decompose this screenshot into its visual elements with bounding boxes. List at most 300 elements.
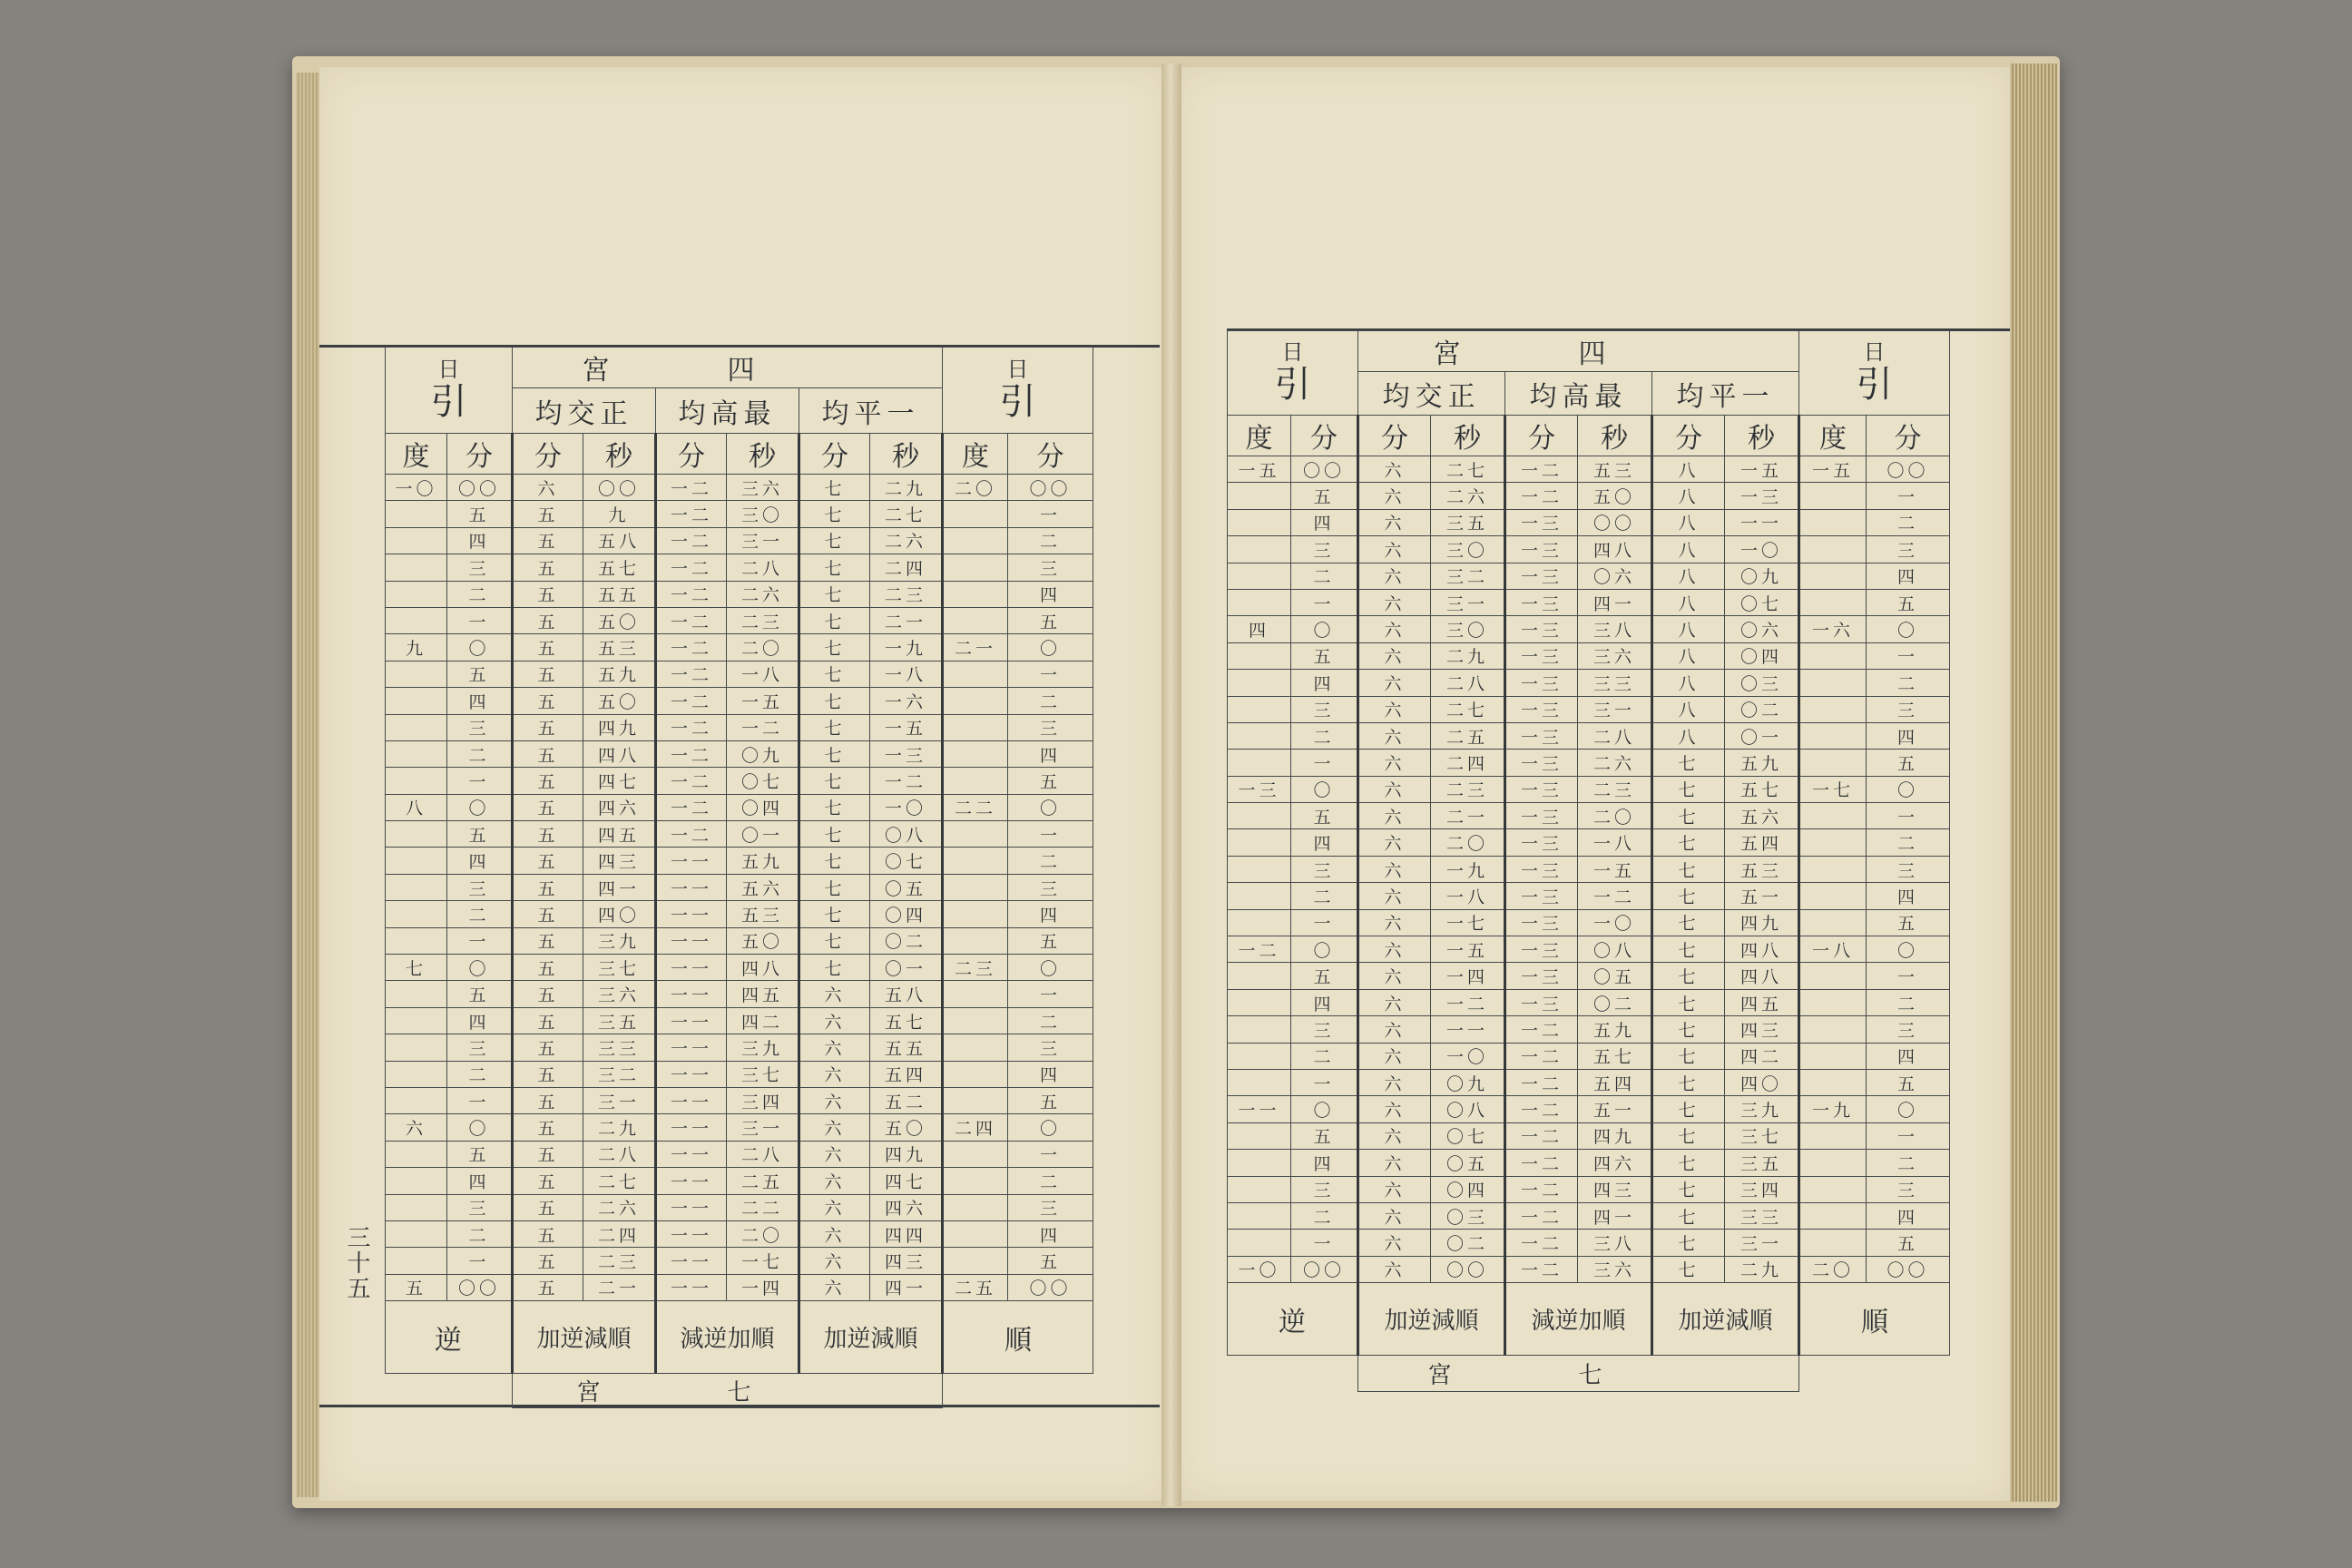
left-table-row — [386, 475, 1093, 501]
left-table-cell: 七 — [799, 475, 870, 501]
left-footer-group: 加逆減順 — [799, 1301, 943, 1374]
right-table-cell: 三七 — [1725, 1122, 1799, 1149]
right-table-cell: 一六 — [1799, 616, 1867, 642]
right-table-cell: 三二 — [1431, 563, 1505, 589]
right-table-cell: 五四 — [1725, 829, 1799, 856]
left-subheader: 分 — [799, 434, 870, 475]
left-table-cell: 四八 — [727, 955, 799, 981]
left-table-cell: 四三 — [870, 1248, 943, 1274]
left-table-cell — [386, 1220, 447, 1247]
left-table-cell: 七 — [799, 848, 870, 874]
left-table-cell: 五 — [513, 581, 583, 607]
left-table-cell: 五 — [513, 1248, 583, 1274]
right-table-cell: 七 — [1652, 1096, 1725, 1122]
right-table-cell — [1799, 483, 1867, 509]
right-table-cell: 一五 — [1431, 936, 1505, 963]
right-table-cell — [1799, 750, 1867, 776]
right-table-cell: 一七 — [1799, 776, 1867, 802]
right-table-cell: 二 — [1291, 1202, 1358, 1229]
right-table-cell: 一一 — [1431, 1016, 1505, 1043]
left-table-cell: 六 — [799, 1274, 870, 1300]
right-table-cell: 八 — [1652, 696, 1725, 722]
right-table-cell: 六 — [1358, 1016, 1431, 1043]
right-footer-palace — [1358, 1356, 1799, 1392]
left-table-body — [386, 475, 1093, 1301]
right-table-row — [1228, 696, 1950, 722]
left-table-cell — [943, 1248, 1008, 1274]
left-table-cell: 一二 — [656, 475, 727, 501]
left-table-cell: 〇二 — [870, 927, 943, 954]
left-table-cell: 七 — [799, 607, 870, 633]
right-subheader: 秒 — [1725, 416, 1799, 456]
left-table-cell: 四 — [447, 527, 513, 554]
left-table-cell: 五〇 — [583, 688, 656, 714]
left-palace-header — [513, 348, 943, 388]
left-table-row — [386, 634, 1093, 661]
left-table-cell — [943, 688, 1008, 714]
right-table-cell: 一 — [1867, 483, 1950, 509]
left-table-cell: 一六 — [870, 688, 943, 714]
right-table-cell: 四 — [1291, 509, 1358, 535]
left-table-cell: 五 — [513, 768, 583, 794]
right-table-cell: 四 — [1867, 1043, 1950, 1069]
left-table-cell: 一二 — [727, 714, 799, 740]
left-table-cell: 二三 — [583, 1248, 656, 1274]
left-table-cell: 五八 — [870, 981, 943, 1007]
right-table-row — [1228, 829, 1950, 856]
right-header-corner-left — [1228, 331, 1358, 416]
right-footer-palace-label: 宮 — [1427, 1362, 1579, 1390]
right-table-cell: 〇〇 — [1291, 1256, 1358, 1282]
left-table-row — [386, 768, 1093, 794]
left-table-cell: 五九 — [727, 848, 799, 874]
right-table-cell: 四 — [1228, 616, 1291, 642]
left-table-cell: 二九 — [870, 475, 943, 501]
right-table-row — [1228, 536, 1950, 563]
left-table-cell: 二八 — [727, 1141, 799, 1167]
right-table-cell: 〇 — [1867, 616, 1950, 642]
left-table-cell: 三 — [1008, 874, 1093, 900]
right-table-cell: 〇六 — [1725, 616, 1799, 642]
left-table-cell — [386, 527, 447, 554]
right-table-cell: 六 — [1358, 616, 1431, 642]
left-header-right-bottom: 引 — [999, 381, 1036, 423]
left-table-cell: 二 — [447, 901, 513, 927]
left-table-cell: 四七 — [870, 1168, 943, 1194]
left-table-cell: 一二 — [656, 821, 727, 848]
left-table-cell: 一一 — [656, 1141, 727, 1167]
left-table-row — [386, 554, 1093, 581]
right-footer-spacer — [1799, 1356, 1950, 1392]
left-table-cell: 〇 — [1008, 634, 1093, 661]
right-table-cell: 八 — [1652, 509, 1725, 535]
right-table-cell: 一二 — [1505, 1043, 1578, 1069]
left-footer-group: 減逆加順 — [656, 1301, 799, 1374]
right-palace-label: 宮 — [1433, 338, 1579, 370]
left-table-cell: 五 — [1008, 1087, 1093, 1113]
left-subheader: 分 — [656, 434, 727, 475]
left-table-cell: 四六 — [870, 1194, 943, 1220]
left-table-cell: 〇五 — [870, 874, 943, 900]
right-table-cell: 五四 — [1578, 1069, 1652, 1095]
left-table-cell: 〇〇 — [1008, 1274, 1093, 1300]
left-table-cell: 四 — [1008, 740, 1093, 767]
left-table-cell: 五 — [513, 955, 583, 981]
left-table-cell: 〇〇 — [447, 475, 513, 501]
left-table-cell: 三九 — [727, 1034, 799, 1061]
right-page-edges — [2010, 64, 2057, 1502]
left-table-cell — [386, 607, 447, 633]
right-table-cell: 〇八 — [1431, 1096, 1505, 1122]
right-table-cell: 六 — [1358, 1176, 1431, 1202]
left-table-cell: 二五 — [727, 1168, 799, 1194]
left-table-cell: 一二 — [656, 661, 727, 687]
left-table-cell: 七 — [799, 794, 870, 820]
right-table-cell: 五 — [1291, 642, 1358, 669]
left-table-cell: 一一 — [656, 1274, 727, 1300]
right-table-row — [1228, 670, 1950, 696]
right-table-cell: 一三 — [1505, 989, 1578, 1015]
right-table-cell — [1228, 563, 1291, 589]
left-table-cell: 六 — [799, 1141, 870, 1167]
left-table-row — [386, 1220, 1093, 1247]
right-table-cell: 四三 — [1578, 1176, 1652, 1202]
left-table-cell: 五 — [513, 501, 583, 527]
right-table-cell: 一〇 — [1431, 1043, 1505, 1069]
left-table-row — [386, 1194, 1093, 1220]
right-table-cell: 五九 — [1725, 750, 1799, 776]
right-table-cell: 〇九 — [1725, 563, 1799, 589]
right-table-cell: 二六 — [1431, 483, 1505, 509]
right-table-cell — [1799, 856, 1867, 882]
right-table-cell: 〇五 — [1431, 1150, 1505, 1176]
left-table-row — [386, 874, 1093, 900]
right-table-cell: 七 — [1652, 1176, 1725, 1202]
left-table-cell — [943, 1034, 1008, 1061]
right-table-cell: 二四 — [1431, 750, 1505, 776]
left-table-cell: 一一 — [656, 874, 727, 900]
right-table-cell: 五三 — [1725, 856, 1799, 882]
left-table-cell: 四五 — [727, 981, 799, 1007]
left-table-cell: 三四 — [727, 1087, 799, 1113]
right-table-cell: 三六 — [1578, 642, 1652, 669]
left-table-cell: 五 — [513, 1194, 583, 1220]
right-table-row — [1228, 1230, 1950, 1256]
right-table-cell: 三 — [1867, 1016, 1950, 1043]
right-table-cell — [1799, 1122, 1867, 1149]
right-palace-number: 四 — [1578, 338, 1724, 370]
right-footer-group: 加逆減順 — [1358, 1283, 1505, 1356]
left-table-cell: 三〇 — [727, 501, 799, 527]
left-table-cell: 二三 — [943, 955, 1008, 981]
right-table-cell: 〇七 — [1725, 589, 1799, 615]
left-table-cell: 五八 — [583, 527, 656, 554]
right-table-cell — [1228, 670, 1291, 696]
left-table-row — [386, 794, 1093, 820]
right-table-cell: 〇二 — [1725, 696, 1799, 722]
right-table-cell: 六 — [1358, 642, 1431, 669]
left-table-cell: 一二 — [656, 554, 727, 581]
left-table-cell: 一 — [1008, 1141, 1093, 1167]
left-table-cell — [943, 1220, 1008, 1247]
right-table-cell: 八 — [1652, 483, 1725, 509]
right-table-row — [1228, 483, 1950, 509]
right-table-row — [1228, 1176, 1950, 1202]
left-table-cell: 一一 — [656, 1220, 727, 1247]
right-subheader: 秒 — [1578, 416, 1652, 456]
left-table-cell: 六 — [799, 1220, 870, 1247]
left-table-cell: 一七 — [727, 1248, 799, 1274]
right-table-cell: 三八 — [1578, 1230, 1652, 1256]
right-table-cell: 一二 — [1505, 1069, 1578, 1095]
left-table-cell — [386, 848, 447, 874]
left-table-cell: 七 — [799, 501, 870, 527]
left-table-cell: 五五 — [583, 581, 656, 607]
left-table-row — [386, 821, 1093, 848]
right-table-cell: 一三 — [1228, 776, 1291, 802]
right-table-cell: 一三 — [1725, 483, 1799, 509]
left-table-cell: 二七 — [583, 1168, 656, 1194]
right-table-cell: 五一 — [1725, 883, 1799, 909]
right-group-header: 均交正 — [1358, 372, 1505, 416]
right-table-cell: 一五 — [1799, 456, 1867, 483]
left-table-cell: 五 — [513, 714, 583, 740]
left-footer-left: 逆 — [386, 1301, 513, 1374]
left-table-cell: 一一 — [656, 848, 727, 874]
right-table-cell: 五 — [1291, 963, 1358, 989]
right-header-right-bottom: 引 — [1856, 364, 1893, 406]
left-table-cell — [386, 1087, 447, 1113]
left-table-row — [386, 661, 1093, 687]
right-table-cell: 四八 — [1725, 963, 1799, 989]
right-table-cell — [1799, 1176, 1867, 1202]
left-table-cell: 五 — [447, 981, 513, 1007]
right-table-cell — [1799, 696, 1867, 722]
right-table-cell: 八 — [1652, 642, 1725, 669]
right-table-cell: 六 — [1358, 563, 1431, 589]
left-table-cell: 〇八 — [870, 821, 943, 848]
right-table-row — [1228, 1043, 1950, 1069]
left-table-row — [386, 1248, 1093, 1274]
left-table-cell: 二 — [1008, 848, 1093, 874]
left-table-cell: 四 — [1008, 581, 1093, 607]
left-table-cell: 七 — [799, 740, 870, 767]
left-table-cell — [943, 927, 1008, 954]
left-group-header: 均交正 — [513, 388, 656, 434]
left-table-cell: 四二 — [727, 1007, 799, 1034]
left-table-cell: 五 — [1008, 1248, 1093, 1274]
right-table-cell: 二 — [1867, 509, 1950, 535]
right-table-cell: 〇五 — [1578, 963, 1652, 989]
right-table-cell: 七 — [1652, 776, 1725, 802]
right-table-cell: 〇〇 — [1431, 1256, 1505, 1282]
right-table-cell — [1799, 563, 1867, 589]
left-table-cell: 〇七 — [727, 768, 799, 794]
right-table-cell: 四 — [1867, 722, 1950, 749]
left-table-cell: 四九 — [583, 714, 656, 740]
left-table-cell — [386, 927, 447, 954]
left-table-cell: 三 — [447, 714, 513, 740]
left-table-cell: 三 — [1008, 554, 1093, 581]
left-table-cell: 二四 — [583, 1220, 656, 1247]
right-table-cell: 四九 — [1725, 909, 1799, 936]
right-table-cell: 三 — [1867, 1176, 1950, 1202]
left-table-cell: 五 — [513, 874, 583, 900]
left-table-cell: 三 — [447, 1194, 513, 1220]
right-table-cell: 〇〇 — [1867, 1256, 1950, 1282]
left-table-row — [386, 848, 1093, 874]
left-table-cell: 五 — [447, 1141, 513, 1167]
left-table-row — [386, 527, 1093, 554]
right-table-cell: 八 — [1652, 563, 1725, 589]
right-subheader: 分 — [1505, 416, 1578, 456]
right-table-cell: 七 — [1652, 936, 1725, 963]
left-table-cell: 五 — [513, 634, 583, 661]
right-table-cell: 三 — [1867, 856, 1950, 882]
left-table-cell: 三 — [1008, 714, 1093, 740]
right-table-cell — [1799, 829, 1867, 856]
right-table-cell: 二 — [1291, 722, 1358, 749]
right-table-cell: 〇 — [1867, 776, 1950, 802]
left-table-row — [386, 740, 1093, 767]
right-table-cell: 二八 — [1431, 670, 1505, 696]
left-table-cell: 八 — [386, 794, 447, 820]
right-table-cell — [1228, 1122, 1291, 1149]
right-table-cell: 〇七 — [1431, 1122, 1505, 1149]
right-table-cell: 四二 — [1725, 1043, 1799, 1069]
left-table-cell — [386, 1034, 447, 1061]
right-table-cell: 一 — [1291, 589, 1358, 615]
right-table-cell: 八 — [1652, 536, 1725, 563]
right-table-cell: 六 — [1358, 1230, 1431, 1256]
right-table-cell: 四八 — [1578, 536, 1652, 563]
right-table-cell: 〇 — [1867, 936, 1950, 963]
left-table-cell: 五 — [513, 1007, 583, 1034]
left-table-cell: 五 — [513, 740, 583, 767]
right-table-row — [1228, 856, 1950, 882]
right-table-cell: 六 — [1358, 963, 1431, 989]
right-table-cell: 二一 — [1431, 803, 1505, 829]
left-table-row — [386, 688, 1093, 714]
left-table-cell: 六 — [799, 1114, 870, 1141]
left-table-cell: 一 — [1008, 981, 1093, 1007]
right-table-cell: 一三 — [1505, 963, 1578, 989]
left-table-cell: 四六 — [583, 794, 656, 820]
left-subheader: 度 — [386, 434, 447, 475]
right-table-cell: 七 — [1652, 829, 1725, 856]
right-table-cell: 三三 — [1578, 670, 1652, 696]
left-table-cell — [386, 1248, 447, 1274]
right-table-cell — [1228, 989, 1291, 1015]
right-table-cell: 〇四 — [1431, 1176, 1505, 1202]
right-table-cell: 一四 — [1431, 963, 1505, 989]
left-table-cell: 三六 — [583, 981, 656, 1007]
left-table-cell: 一〇 — [870, 794, 943, 820]
left-palace-label: 宮 — [582, 355, 728, 387]
right-table-cell: 一三 — [1505, 642, 1578, 669]
left-table-cell: 四四 — [870, 1220, 943, 1247]
left-table-cell: 二 — [1008, 527, 1093, 554]
left-table-cell: 四八 — [583, 740, 656, 767]
right-table-cell: 一三 — [1505, 722, 1578, 749]
right-table-cell: 七 — [1652, 750, 1725, 776]
right-table-row — [1228, 563, 1950, 589]
right-table-cell: 六 — [1358, 829, 1431, 856]
right-subheader: 分 — [1358, 416, 1431, 456]
left-table-cell: 四一 — [870, 1274, 943, 1300]
left-table-cell: 五 — [513, 927, 583, 954]
left-table-cell — [386, 554, 447, 581]
left-footer-palace — [513, 1374, 943, 1408]
right-table-cell — [1799, 1202, 1867, 1229]
left-table-cell: 二三 — [727, 607, 799, 633]
right-palace-header — [1358, 331, 1799, 372]
right-table-cell: 三 — [1867, 536, 1950, 563]
left-table-cell: 五 — [1008, 927, 1093, 954]
right-table-cell — [1228, 589, 1291, 615]
right-table-cell: 〇 — [1291, 1096, 1358, 1122]
left-table-cell: 二九 — [583, 1114, 656, 1141]
right-table-row — [1228, 1016, 1950, 1043]
right-table-row — [1228, 963, 1950, 989]
right-table-cell: 二〇 — [1578, 803, 1652, 829]
left-table-cell: 二二 — [943, 794, 1008, 820]
left-table-cell: 二 — [447, 581, 513, 607]
left-table — [385, 347, 1093, 1408]
right-table-cell: 四三 — [1725, 1016, 1799, 1043]
left-table-cell: 三 — [447, 554, 513, 581]
left-table-cell — [386, 981, 447, 1007]
left-table-cell: 五 — [386, 1274, 447, 1300]
right-table-cell: 六 — [1358, 722, 1431, 749]
left-table-cell: 〇 — [447, 955, 513, 981]
right-table-row — [1228, 750, 1950, 776]
right-table-cell: 一三 — [1505, 536, 1578, 563]
right-table-cell: 一 — [1867, 963, 1950, 989]
left-footer-spacer — [386, 1374, 513, 1408]
right-subheader: 度 — [1799, 416, 1867, 456]
left-table-cell — [943, 848, 1008, 874]
right-table-cell — [1799, 1016, 1867, 1043]
right-table-row — [1228, 936, 1950, 963]
left-table-cell: 七 — [799, 901, 870, 927]
right-table-cell: 三〇 — [1431, 536, 1505, 563]
right-table-cell — [1799, 670, 1867, 696]
right-table-cell: 〇二 — [1431, 1230, 1505, 1256]
right-table-cell: 八 — [1652, 456, 1725, 483]
left-table-cell: 七 — [386, 955, 447, 981]
right-table-cell: 六 — [1358, 1043, 1431, 1069]
left-table-cell — [943, 981, 1008, 1007]
left-table-cell — [943, 554, 1008, 581]
right-table-cell: 六 — [1358, 483, 1431, 509]
left-table-cell: 五 — [1008, 607, 1093, 633]
right-table-cell: 一二 — [1505, 1150, 1578, 1176]
right-table-cell — [1799, 1230, 1867, 1256]
left-table-cell: 五 — [513, 554, 583, 581]
right-table-row — [1228, 1150, 1950, 1176]
right-table-cell: 四 — [1867, 1202, 1950, 1229]
right-table-cell: 三四 — [1725, 1176, 1799, 1202]
left-header-corner-left — [386, 348, 513, 434]
left-table-row — [386, 1274, 1093, 1300]
right-table-cell: 二〇 — [1799, 1256, 1867, 1282]
left-table-cell: 二六 — [870, 527, 943, 554]
left-table-cell: 六 — [799, 981, 870, 1007]
right-table-cell: 四六 — [1578, 1150, 1652, 1176]
right-table-cell: 〇 — [1867, 1096, 1950, 1122]
left-table-cell: 七 — [799, 581, 870, 607]
